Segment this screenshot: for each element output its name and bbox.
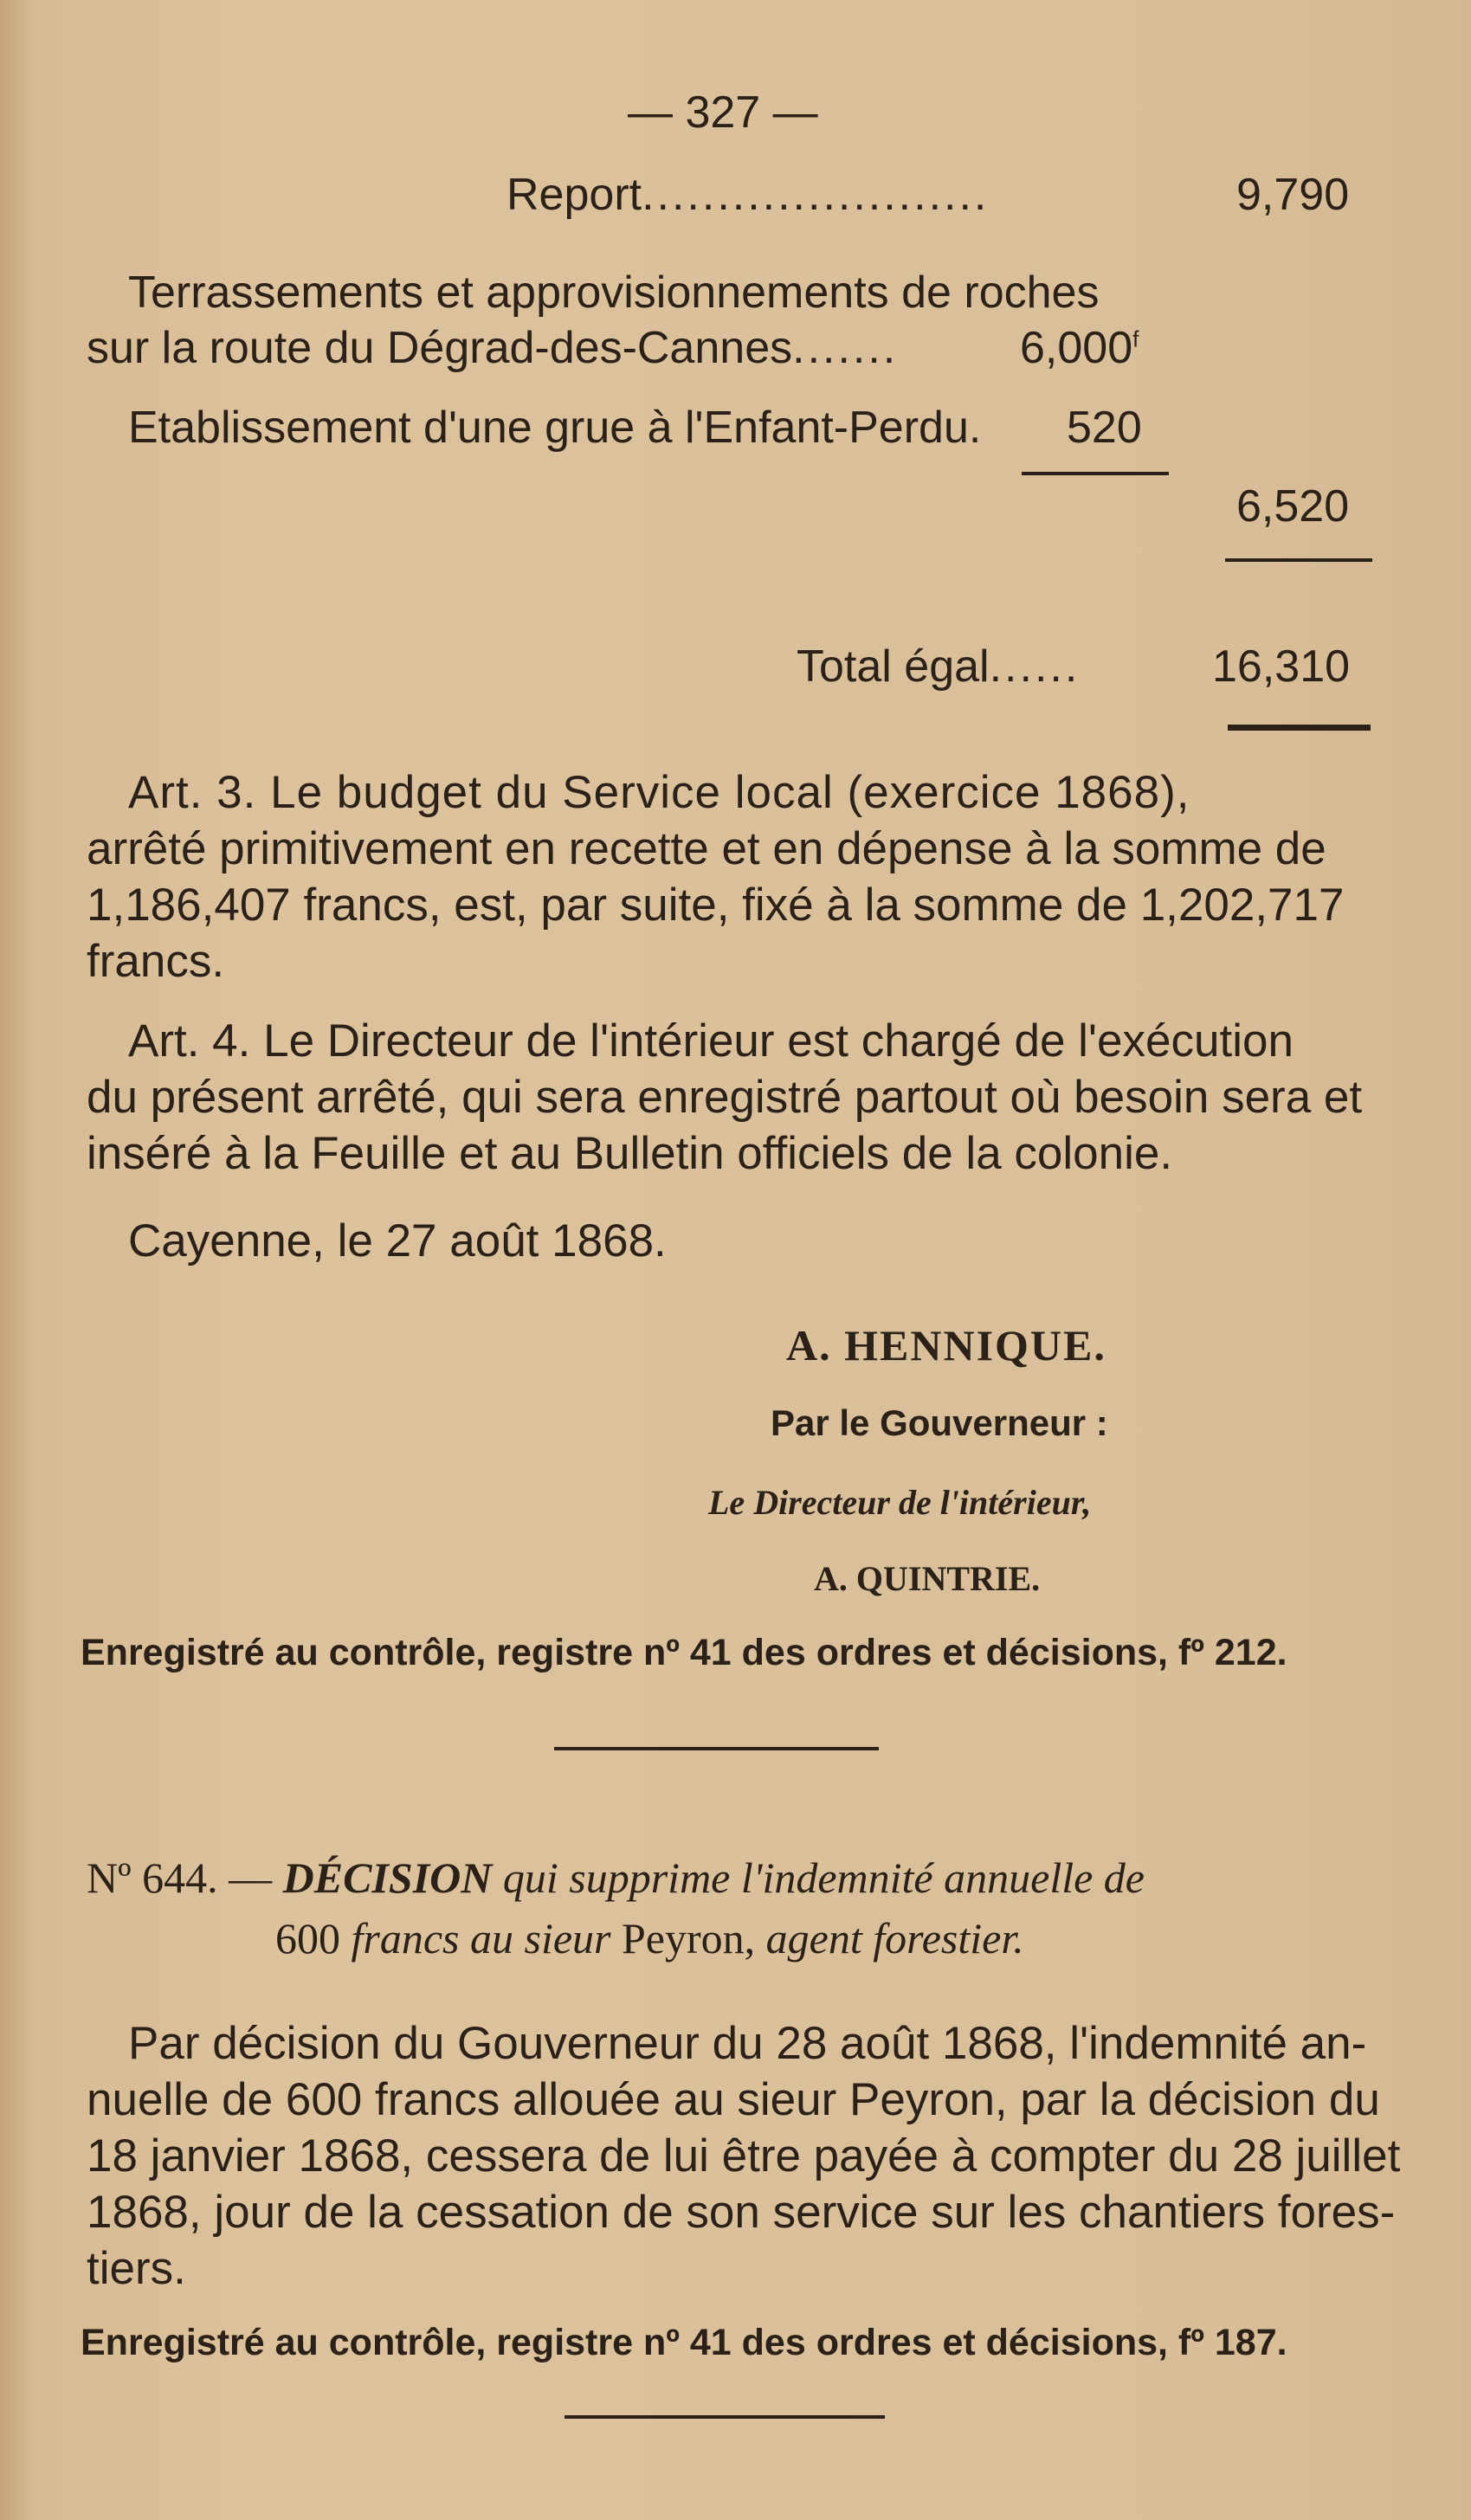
art3-line-2: arrêté primitivement en recette et en dépense à la somme de	[87, 823, 1326, 874]
directeur-title: Le Directeur de l'intérieur,	[708, 1483, 1092, 1522]
signatory: A. HENNIQUE.	[786, 1321, 1106, 1370]
item-line-2-amount-value: 6,000	[1020, 323, 1133, 373]
item-line-2	[87, 322, 898, 374]
item-line-2-label: sur la route du Dégrad-des-Cannes	[87, 323, 793, 373]
total-dots: ......	[989, 641, 1081, 692]
art3-line-1: Art. 3. Le budget du Service local (exercice 1868),	[128, 767, 1190, 818]
total-line	[797, 641, 1080, 693]
art3-line-4: francs.	[87, 936, 225, 987]
report-line	[506, 169, 989, 221]
decision-line2-c: Peyron,	[622, 1914, 756, 1963]
place-date: Cayenne, le 27 août 1868.	[128, 1215, 667, 1266]
subtotal-rule	[1022, 472, 1169, 475]
item-line-3-amount: 520	[1067, 403, 1142, 453]
item-line-2-amount	[1020, 322, 1139, 374]
art4-line-3: inséré à la Feuille et au Bulletin officiels de la colonie.	[87, 1128, 1173, 1179]
item-line-3: Etablissement d'une grue à l'Enfant-Perdu.	[128, 403, 982, 453]
enregistre-2: Enregistré au contrôle, registre nº 41 des ordres et décisions, fº 187.	[81, 2322, 1287, 2363]
decision-number: Nº 644. —	[87, 1853, 273, 1902]
decision-line2-a: 600	[275, 1914, 340, 1963]
subtotal-amount: 6,520	[1236, 481, 1350, 532]
report-dots: .......................	[642, 170, 990, 220]
body-line-2: nuelle de 600 francs allouée au sieur Peyron, par la décision du	[87, 2074, 1380, 2125]
body-line-4: 1868, jour de la cessation de son service sur les chantiers fores-	[87, 2187, 1396, 2238]
subtotal-rule-2	[1225, 558, 1372, 562]
item-line-2-sup: f	[1132, 325, 1139, 352]
report-label: Report	[506, 170, 642, 220]
page-number: — 327 —	[628, 87, 818, 138]
body-line-1: Par décision du Gouverneur du 28 août 1868, l'indemnité an-	[128, 2018, 1367, 2069]
item-line-2-dots: .......	[792, 323, 899, 373]
section-divider	[554, 1747, 879, 1750]
enregistre-1: Enregistré au contrôle, registre nº 41 des ordres et décisions, fº 212.	[81, 1632, 1287, 1673]
directeur-name: A. QUINTRIE.	[814, 1559, 1041, 1598]
decision-heading-line-2	[275, 1913, 1024, 1963]
total-amount: 16,310	[1212, 641, 1351, 692]
art4-line-1: Art. 4. Le Directeur de l'intérieur est chargé de l'exécution	[128, 1015, 1294, 1067]
decision-heading-line-1	[87, 1853, 1145, 1903]
body-line-3: 18 janvier 1868, cessera de lui être payée à compter du 28 juillet	[87, 2130, 1401, 2182]
decision-line2-d: agent forestier.	[765, 1914, 1024, 1963]
decision-line2-b: francs au sieur	[351, 1914, 611, 1963]
report-amount: 9,790	[1236, 170, 1350, 220]
total-rule	[1228, 725, 1371, 731]
item-line-1: Terrassements et approvisionnements de roches	[128, 267, 1100, 318]
decision-title-b: qui supprime l'indemnité annuelle de	[502, 1853, 1145, 1902]
body-line-5: tiers.	[87, 2243, 186, 2294]
art3-line-3: 1,186,407 francs, est, par suite, fixé à la somme de 1,202,717	[87, 880, 1345, 931]
art4-line-2: du présent arrêté, qui sera enregistré partout où besoin sera et	[87, 1072, 1363, 1123]
par-le-gouverneur: Par le Gouverneur :	[771, 1402, 1108, 1443]
decision-title-a: DÉCISION	[282, 1853, 493, 1902]
total-label: Total égal	[797, 641, 990, 692]
bottom-divider	[565, 2415, 885, 2419]
